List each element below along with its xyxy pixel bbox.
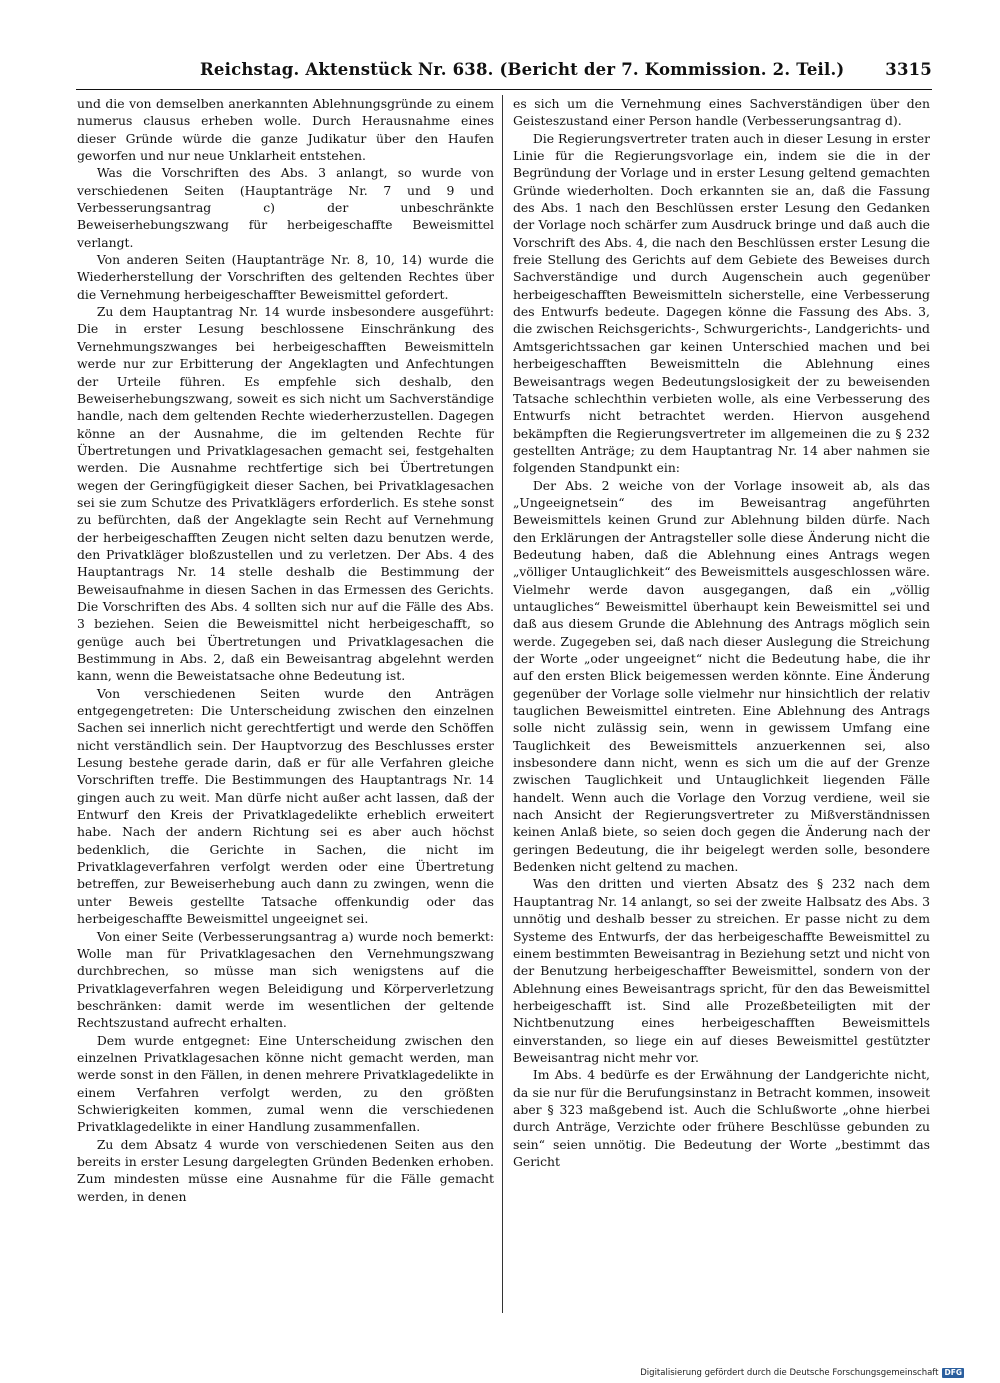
paragraph: Dem wurde entgegnet: Eine Unterscheidung zwischen den einzelnen Privatklagesachen könne nicht gemacht werden, man werde sonst in den Fällen, in denen mehrere Privatklagedelikte in einem Verfahren verfolgt werden, zu den größten Schwierigkeiten kommen, zumal wenn die verschiedenen Privatklagedelikte in einer Handlung zusammenfallen. [77,1032,494,1135]
paragraph: Von verschiedenen Seiten wurde den Anträgen entgegengetreten: Die Unterscheidung zwischen den einzelnen Sachen sei innerlich nicht gerechtfertigt und werde den Schöffen nicht verständlich sein. Der Hauptvorzug des Beschlusses erster Lesung bestehe gerade darin, daß er für alle Verfahren gleiche Vorschriften treffe. Die Bestimmungen des Hauptantrags Nr. 14 gingen auch zu weit. Man dürfe nicht außer acht lassen, daß der Entwurf den Kreis der Privatklagedelikte erheblich erweitert habe. Nach der andern Richtung sei es aber auch höchst bedenklich, die Gerichte in Sachen, die nicht im Privatklageverfahren verfolgt werden oder eine Übertretung betreffen, zur Beweiserhebung auch dann zu zwingen, wenn die unter Beweis gestellte Tatsache offenkundig oder das herbeigeschaffte Beweismittel ungeeignet sei. [77,685,494,927]
paragraph: Zu dem Absatz 4 wurde von verschiedenen Seiten aus den bereits in erster Lesung dargelegten Gründen Bedenken erhoben. Zum mindesten müsse eine Ausnahme für die Fälle gemacht werden, in denen [77,1136,494,1204]
paragraph: Was den dritten und vierten Absatz des § 232 nach dem Hauptantrag Nr. 14 anlangt, so sei der zweite Halbsatz des Abs. 3 unnötig und deshalb besser zu streichen. Er passe nicht zu dem Systeme des Entwurfs, der das herbeigeschaffte Beweismittel zu einem bestimmten Beweisantrag in Beziehung setzt und nicht von der Benutzung herbeigeschaffter Beweismittel, sondern von der Ablehnung eines Beweisantrags spricht, für den das Beweismittel herbeigeschafft ist. Sind alle Prozeßbeteiligten mit der Nichtbenutzung eines herbeigeschafften Beweismittels einverstanden, so liege ein auf dieses Beweismittel gestützter Beweisantrag nicht mehr vor. [513,876,930,1065]
paragraph: Von einer Seite (Verbesserungsantrag a) wurde noch bemerkt: Wolle man für Privatklagesachen den Vernehmungszwang durchbrechen, so müsse man sich wenigstens auf die Privatklageverfahren wegen Beleidigung und Körperverletzung beschränken: damit werde im wesentlichen der geltende Rechtszustand aufrecht erhalten. [77,928,494,1031]
left-column [77,95,494,1335]
page-number: 3315 [885,60,932,79]
paragraph: Der Abs. 2 weiche von der Vorlage insoweit ab, als das „Ungeeignetsein“ des im Beweisantrag angeführten Beweismittels keinen Grund zur Ablehnung bilden dürfe. Nach den Erklärungen der Antragsteller solle diese Änderung nicht die Bedeutung haben, daß die Ablehnung eines Antrags wegen „völliger Untauglichkeit“ des Beweismittels ausgeschlossen wäre. Vielmehr werde davon ausgegangen, daß ein „völlig untaugliches“ Beweismittel überhaupt kein Beweismittel sei und daß aus diesem Grunde die Ablehnung des Antrags möglich sein werde. Zugegeben sei, daß nach dieser Auslegung die Streichung der Worte „oder ungeeignet“ nicht die Bedeutung habe, die ihr auf den ersten Blick beigemessen werden könnte. Eine Änderung gegenüber der Vorlage solle vielmehr nur hinsichtlich der relativ tauglichen Beweismittel eintreten. Eine Ablehnung des Antrags solle nicht zulässig sein, wenn in gewissem Umfang eine Tauglichkeit des Beweismittels anzuerkennen sei, also insbesondere dann nicht, wenn es sich um die auf der Grenze zwischen Tauglichkeit und Untauglichkeit liegenden Fälle handelt. Wenn auch die Vorlage den Vorzug verdiene, weil sie nach Ansicht der Regierungsvertreter zu Mißverständnissen keinen Anlaß biete, so seien doch gegen die Änderung nach der geringen Bedeutung, die ihr beigelegt werden solle, besondere Bedenken nicht geltend zu machen. [513,477,930,875]
paragraph: Die Regierungsvertreter traten auch in dieser Lesung in erster Linie für die Regierungsvorlage ein, indem sie die in der Begründung der Vorlage und in erster Lesung geltend gemachten Gründe wiederholten. Doch erkannten sie an, daß die Fassung des Abs. 1 nach den Beschlüssen erster Lesung den Gedanken der Vorlage noch schärfer zum Ausdruck bringe und daß auch die Vorschrift des Abs. 4, die nach den Beschlüssen erster Lesung die freie Stellung des Gerichts auf dem Gebiete des Beweises durch Sachverständige und durch Augenschein auch gegenüber herbeigeschafften Beweismitteln sicherstelle, eine Verbesserung des Entwurfs bedeute. Dagegen könne die Fassung des Abs. 3, die zwischen Reichsgerichts-, Schwurgerichts-, Landgerichts- und Amtsgerichtssachen gar keinen Unterschied machen und bei herbeigeschafften Beweismitteln die Ablehnung eines Beweisantrags wegen Bedeutungslosigkeit der zu beweisenden Tatsache schlechthin verbieten wolle, als eine Verbesserung des Entwurfs nicht betrachtet werden. Hiervon ausgehend bekämpften die Regierungsvertreter im allgemeinen die zu § 232 gestellten Anträge; zu dem Hauptantrag Nr. 14 aber nahmen sie folgenden Standpunkt ein: [513,130,930,476]
paragraph: Von anderen Seiten (Hauptanträge Nr. 8, 10, 14) wurde die Wiederherstellung der Vorschriften des geltenden Rechtes über die Vernehmung herbeigeschaffter Beweismittel gefordert. [77,252,494,302]
paragraph: Im Abs. 4 bedürfe es der Erwähnung der Landgerichte nicht, da sie nur für die Berufungsinstanz in Betracht kommen, insoweit aber § 323 maßgebend ist. Auch die Schlußworte „ohne hierbei durch Anträge, Verzichte oder frühere Beschlüsse gebunden zu sein“ seien unnötig. Die Bedeutung der Worte „bestimmt das Gericht [513,1067,930,1169]
dfg-logo-icon: DFG [944,1368,962,1377]
header-title: Reichstag. Aktenstück Nr. 638. (Bericht der 7. Kommission. 2. Teil.) [200,60,845,79]
paragraph: Zu dem Hauptantrag Nr. 14 wurde insbesondere ausgeführt: Die in erster Lesung beschlossene Einschränkung des Vernehmungszwanges bei herbeigeschafften Beweismitteln werde nur zur Erbitterung der Angeklagten und Anfechtungen der Urteile führen. Es empfehle sich deshalb, den Beweiserhebungszwang, soweit es sich nicht um Sachverständige handle, nach dem geltenden Rechte wiederherzustellen. Dagegen könne an der Ausnahme, die im geltenden Rechte für Übertretungen und Privatklagesachen gemacht sei, festgehalten werden. Die Ausnahme rechtfertige sich bei Übertretungen wegen der Geringfügigkeit dieser Sachen, bei Privatklagesachen sei sie zum Schutze des Privatklägers erforderlich. Es stehe sonst zu befürchten, daß der Angeklagte sein Recht auf Vernehmung der herbeigeschafften Zeugen nicht selten dazu benutzen werde, den Privatkläger bloßzustellen und zu verletzen. Der Abs. 4 des Hauptantrags Nr. 14 stelle deshalb die Bestimmung der Beweisaufnahme in diesen Sachen in das Ermessen des Gerichts. Die Vorschriften des Abs. 4 sollten sich nur auf die Fälle des Abs. 3 beziehen. Seien die Beweismittel nicht herbeigeschafft, so genüge auch bei Übertretungen und Privatklagesachen die Bestimmung in Abs. 2, daß ein Beweisantrag abgelehnt werden kann, wenn die Beweistatsache ohne Bedeutung ist. [77,304,494,684]
paragraph: Was die Vorschriften des Abs. 3 anlangt, so wurde von verschiedenen Seiten (Hauptanträge Nr. 7 und 9 und Verbesserungsantrag c) der unbeschränkte Beweiserhebungszwang für herbeigeschaffte Beweismittel verlangt. [77,165,494,250]
credit-text: Digitalisierung gefördert durch die Deutsche Forschungsgemeinschaft [640,1368,939,1378]
running-header [76,58,932,86]
column-divider [502,95,503,1313]
paragraph: und die von demselben anerkannten Ablehnungsgründe zu einem numerus clausus erheben wolle. Durch Herausnahme eines dieser Gründe würde die ganze Judikatur über den Haufen geworfen und nur neue Unklarheit entstehen. [77,96,494,164]
header-rule [76,89,932,90]
digitization-credit [640,1368,964,1378]
right-column [513,95,930,1335]
paragraph: es sich um die Vernehmung eines Sachverständigen über den Geisteszustand einer Person handle (Verbesserungsantrag d). [513,96,930,129]
